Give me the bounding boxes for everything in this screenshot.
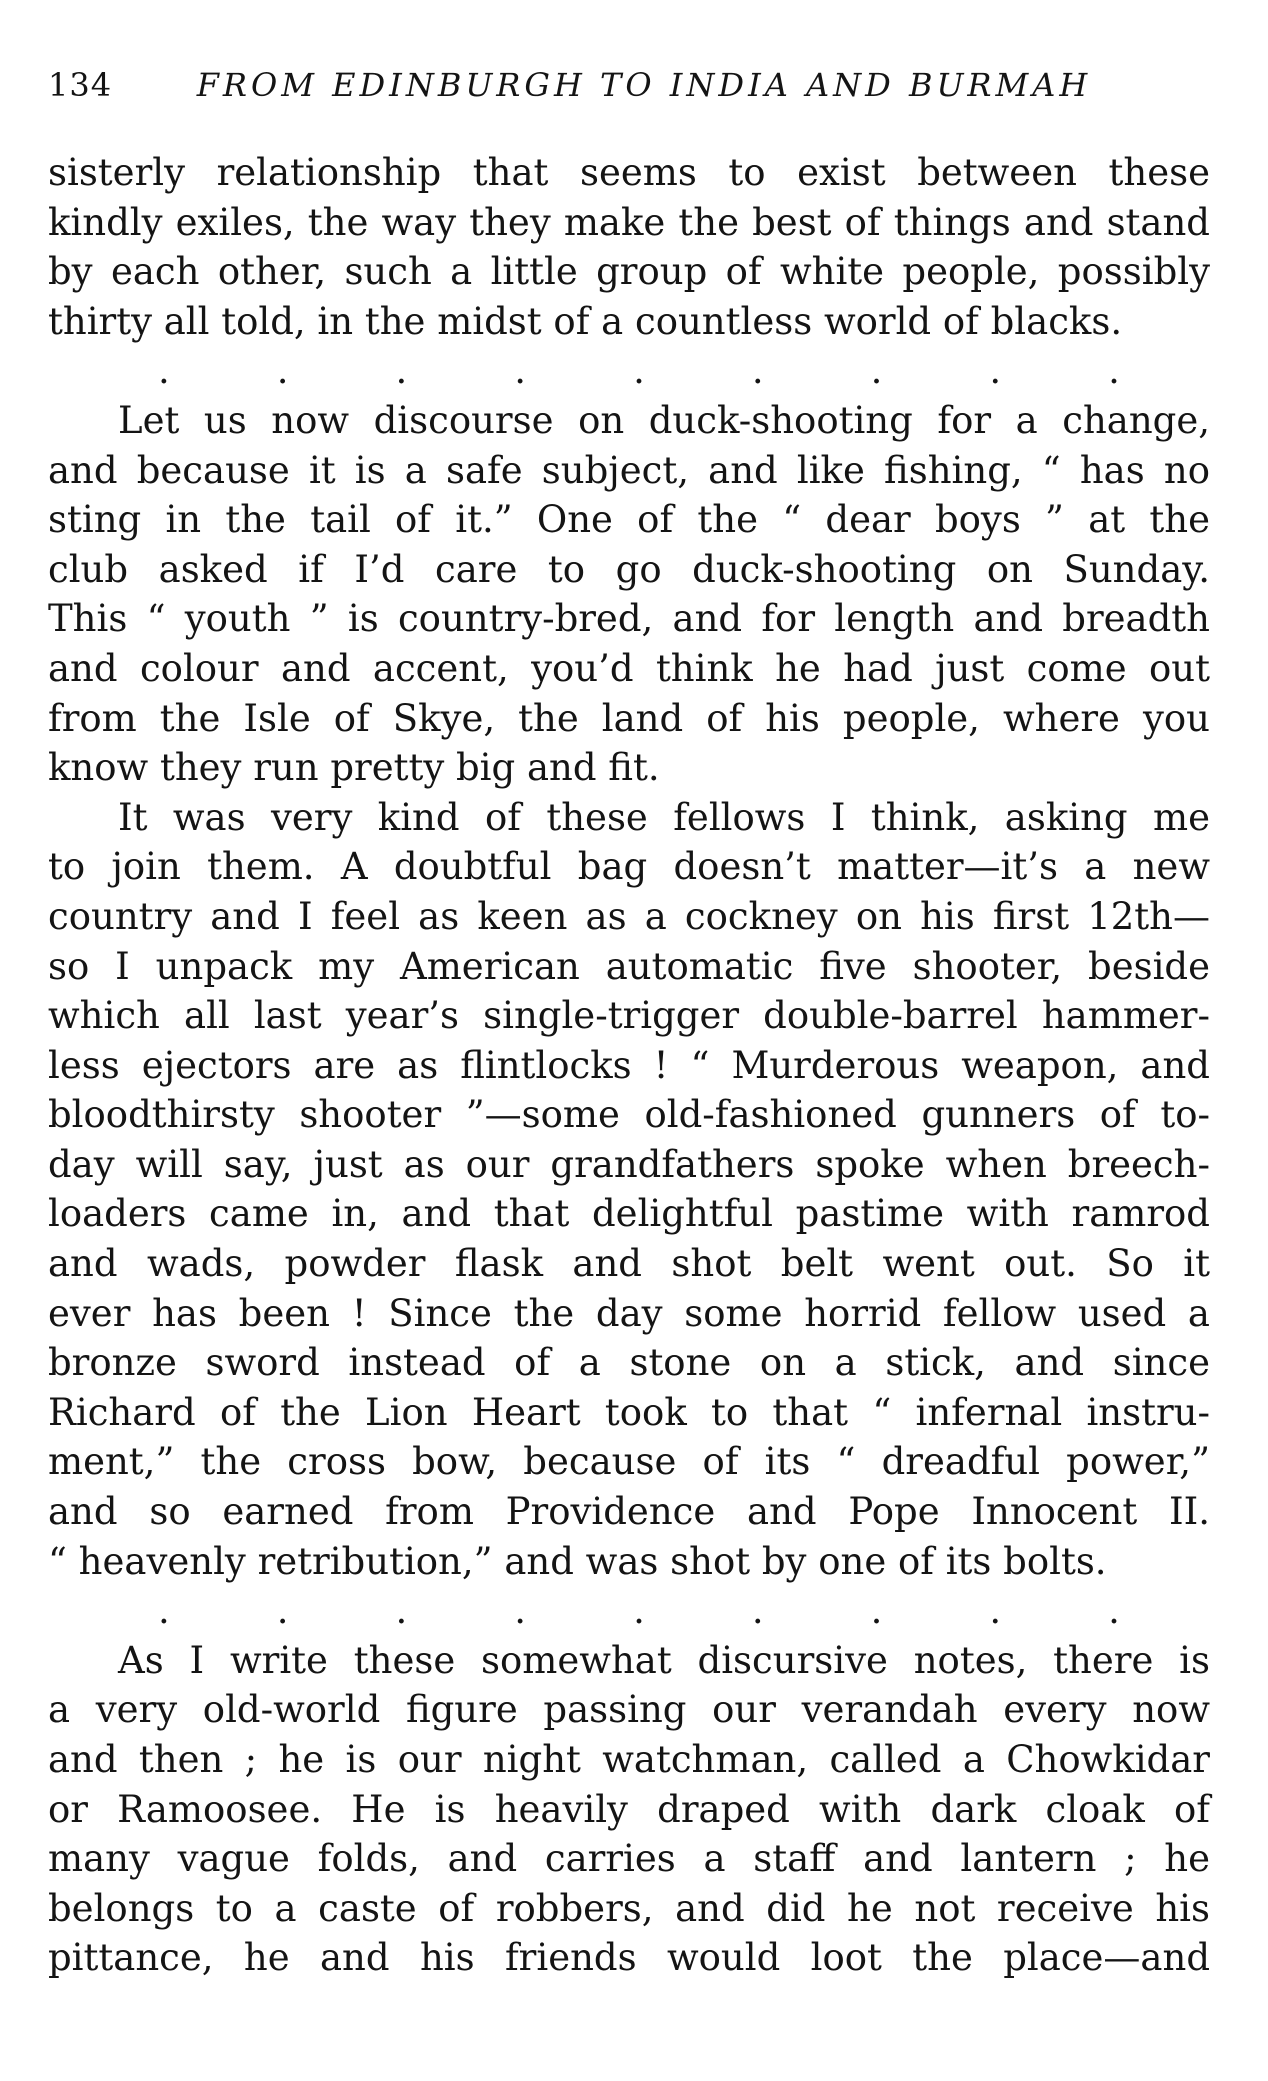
- text-line: bloodthirsty shooter ”—some old-fashioned gunners of to-: [48, 1093, 1210, 1137]
- text-line: pittance, he and his friends would loot the place—and: [48, 1936, 1210, 1980]
- section-dot: .: [1108, 1589, 1120, 1633]
- text-line: and then ; he is our night watchman, called a Chowkidar: [48, 1738, 1210, 1781]
- section-break-dots: [48, 346, 1210, 396]
- text-line: by each other, such a little group of white people, possibly: [48, 250, 1210, 294]
- book-page: [48, 60, 1210, 1983]
- paragraph-duck-shooting: [48, 396, 1210, 793]
- text-line: kindly exiles, the way they make the best of things and stand: [48, 200, 1210, 244]
- text-line: or Ramoosee. He is heavily draped with dark cloak of: [48, 1787, 1210, 1831]
- section-dot: .: [395, 1589, 408, 1633]
- text-line: bronze sword instead of a stone on a stick, and since: [48, 1341, 1210, 1385]
- text-line: Let us now discourse on duck-shooting for a change,: [118, 398, 1210, 442]
- page-number: 134: [48, 66, 113, 104]
- section-dot: .: [633, 1589, 645, 1633]
- text-line: less ejectors are as flintlocks ! “ Murderous weapon, and: [48, 1043, 1210, 1087]
- text-line: which all last year’s single-trigger double-barrel hammer-: [48, 994, 1210, 1038]
- section-dot: .: [158, 1589, 170, 1633]
- section-dot: .: [276, 1589, 289, 1633]
- text-line: from the Isle of Skye, the land of his people, where you: [48, 696, 1210, 740]
- text-line: It was very kind of these fellows I think, asking me: [118, 795, 1210, 839]
- section-dot: .: [633, 349, 645, 393]
- text-line: sting in the tail of it.” One of the “ dear boys ” at the: [48, 498, 1210, 542]
- text-line: a very old-world figure passing our verandah every now: [48, 1688, 1210, 1732]
- section-dot: .: [158, 349, 170, 393]
- text-line: club asked if I’d care to go duck-shooting on Sunday.: [48, 547, 1210, 591]
- running-title: FROM EDINBURGH TO INDIA AND BURMAH: [196, 66, 1092, 104]
- text-line: ment,” the cross bow, because of its “ dreadful power,”: [48, 1440, 1210, 1484]
- text-line: day will say, just as our grandfathers spoke when breech-: [48, 1142, 1210, 1186]
- section-dot: .: [395, 349, 408, 393]
- text-line: sisterly relationship that seems to exist between these: [48, 151, 1210, 194]
- section-dot: .: [514, 349, 527, 393]
- text-line: country and I feel as keen as a cockney on his first 12th—: [48, 894, 1210, 938]
- text-line: loaders came in, and that delightful pastime with ramrod: [48, 1192, 1210, 1236]
- section-dot: .: [751, 1589, 764, 1633]
- body-text: [48, 148, 1210, 1983]
- text-line: This “ youth ” is country-bred, and for length and breadth: [48, 597, 1210, 641]
- section-dot: .: [514, 1589, 527, 1633]
- text-line: many vague folds, and carries a staff and lantern ; he: [48, 1837, 1210, 1881]
- section-dot: .: [870, 349, 883, 393]
- running-head: [48, 60, 1210, 110]
- text-line: thirty all told, in the midst of a countless world of blacks.: [48, 299, 1123, 343]
- paragraph-shooting-companions: [48, 793, 1210, 1587]
- paragraph-night-watchman: [48, 1636, 1210, 1983]
- text-line: belongs to a caste of robbers, and did he not receive his: [48, 1886, 1210, 1930]
- section-break-dots: [48, 1586, 1210, 1636]
- text-line: As I write these somewhat discursive notes, there is: [118, 1638, 1210, 1682]
- section-dot: .: [276, 349, 289, 393]
- section-dot: .: [1108, 349, 1120, 393]
- section-dot: .: [751, 349, 764, 393]
- text-line: and wads, powder flask and shot belt went out. So it: [48, 1242, 1210, 1286]
- text-line: and colour and accent, you’d think he had just come out: [48, 646, 1210, 690]
- section-dot: .: [989, 1589, 1002, 1633]
- text-line: Richard of the Lion Heart took to that “ infernal instru-: [48, 1390, 1210, 1434]
- text-line: know they run pretty big and fit.: [48, 746, 660, 790]
- text-line: ever has been ! Since the day some horrid fellow used a: [48, 1291, 1210, 1335]
- section-dot: .: [870, 1589, 883, 1633]
- paragraph-sisterly-relationship: [48, 148, 1210, 346]
- text-line: to join them. A doubtful bag doesn’t matter—it’s a new: [48, 845, 1210, 889]
- text-line: “ heavenly retribution,” and was shot by one of its bolts.: [48, 1539, 1107, 1583]
- section-dot: .: [989, 349, 1002, 393]
- text-line: and because it is a safe subject, and like fishing, “ has no: [48, 448, 1210, 492]
- text-line: and so earned from Providence and Pope Innocent II.: [48, 1490, 1210, 1534]
- text-line: so I unpack my American automatic five shooter, beside: [48, 944, 1210, 988]
